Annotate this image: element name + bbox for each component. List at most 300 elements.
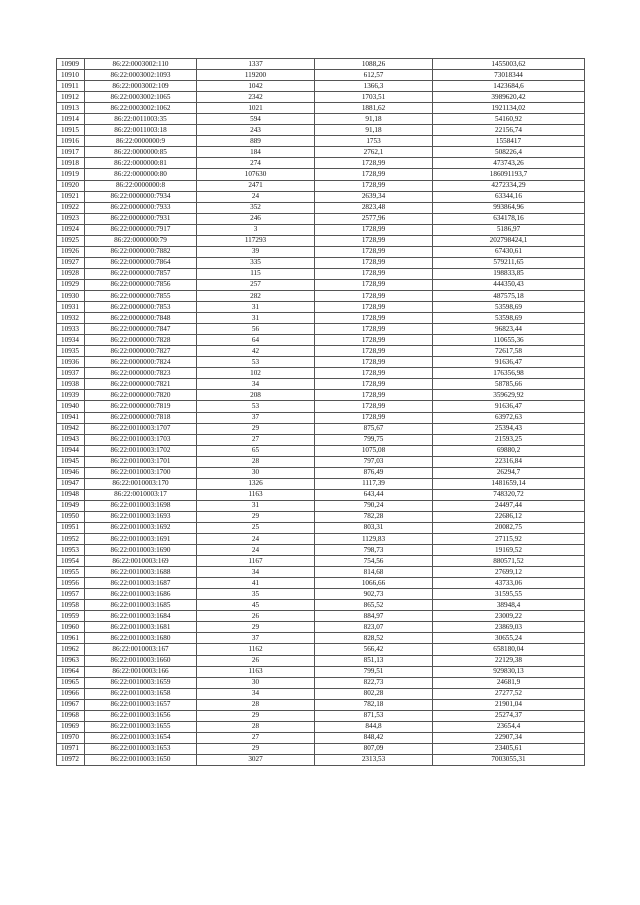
row-number-cell: 10968 [57,710,85,721]
unit-value-cell: 1728,99 [315,379,433,390]
cadastral-number-cell: 86:22:0000000:85 [85,147,197,158]
unit-value-cell: 2577,96 [315,213,433,224]
cadastral-number-cell: 86:22:0003002:110 [85,59,197,70]
cadastral-number-cell: 86:22:0000000:7857 [85,268,197,279]
area-cell: 28 [197,699,315,710]
cadastral-number-cell: 86:22:0000000:7823 [85,368,197,379]
table-row [57,478,585,489]
table-row [57,688,585,699]
area-cell: 352 [197,202,315,213]
area-cell: 29 [197,622,315,633]
table-row [57,732,585,743]
unit-value-cell: 1728,99 [315,324,433,335]
cadastral-number-cell: 86:22:0000000:7882 [85,246,197,257]
row-number-cell: 10922 [57,202,85,213]
row-number-cell: 10942 [57,423,85,434]
cadastral-number-cell: 86:22:0010003:1653 [85,743,197,754]
area-cell: 1326 [197,478,315,489]
row-number-cell: 10958 [57,600,85,611]
row-number-cell: 10909 [57,59,85,70]
total-value-cell: 929830,13 [433,666,585,677]
table-row [57,324,585,335]
table-row [57,346,585,357]
unit-value-cell: 1117,39 [315,478,433,489]
area-cell: 31 [197,500,315,511]
unit-value-cell: 1728,99 [315,169,433,180]
area-cell: 1021 [197,103,315,114]
unit-value-cell: 1075,08 [315,445,433,456]
total-value-cell: 23009,22 [433,611,585,622]
total-value-cell: 27115,92 [433,534,585,545]
total-value-cell: 202798424,1 [433,235,585,246]
table-row [57,246,585,257]
unit-value-cell: 822,73 [315,677,433,688]
unit-value-cell: 1881,62 [315,103,433,114]
unit-value-cell: 2313,53 [315,754,433,765]
unit-value-cell: 1088,26 [315,59,433,70]
table-row [57,357,585,368]
cadastral-number-cell: 86:22:0003002:1062 [85,103,197,114]
row-number-cell: 10926 [57,246,85,257]
unit-value-cell: 848,42 [315,732,433,743]
area-cell: 208 [197,390,315,401]
row-number-cell: 10945 [57,456,85,467]
row-number-cell: 10934 [57,335,85,346]
table-row [57,578,585,589]
row-number-cell: 10963 [57,655,85,666]
table-row [57,302,585,313]
cadastral-number-cell: 86:22:0010003:1681 [85,622,197,633]
unit-value-cell: 1753 [315,136,433,147]
row-number-cell: 10960 [57,622,85,633]
total-value-cell: 91636,47 [433,357,585,368]
area-cell: 64 [197,335,315,346]
unit-value-cell: 1728,99 [315,412,433,423]
unit-value-cell: 1728,99 [315,279,433,290]
table-row [57,622,585,633]
cadastral-number-cell: 86:22:0010003:167 [85,644,197,655]
area-cell: 53 [197,401,315,412]
total-value-cell: 359629,92 [433,390,585,401]
row-number-cell: 10967 [57,699,85,710]
table-row [57,644,585,655]
area-cell: 39 [197,246,315,257]
table-row [57,213,585,224]
unit-value-cell: 91,18 [315,114,433,125]
unit-value-cell: 1728,99 [315,390,433,401]
unit-value-cell: 790,24 [315,500,433,511]
total-value-cell: 91636,47 [433,401,585,412]
area-cell: 29 [197,743,315,754]
unit-value-cell: 1728,99 [315,246,433,257]
area-cell: 594 [197,114,315,125]
unit-value-cell: 1129,83 [315,534,433,545]
total-value-cell: 22686,12 [433,511,585,522]
row-number-cell: 10931 [57,302,85,313]
area-cell: 28 [197,721,315,732]
cadastral-number-cell: 86:22:0003002:1065 [85,92,197,103]
unit-value-cell: 782,28 [315,511,433,522]
row-number-cell: 10966 [57,688,85,699]
unit-value-cell: 754,56 [315,556,433,567]
cadastral-number-cell: 86:22:0000000:7856 [85,279,197,290]
table-row [57,59,585,70]
row-number-cell: 10961 [57,633,85,644]
total-value-cell: 3989620,42 [433,92,585,103]
row-number-cell: 10940 [57,401,85,412]
unit-value-cell: 1728,99 [315,290,433,301]
total-value-cell: 176356,98 [433,368,585,379]
area-cell: 27 [197,434,315,445]
area-cell: 3 [197,224,315,235]
total-value-cell: 22907,34 [433,732,585,743]
total-value-cell: 25274,37 [433,710,585,721]
unit-value-cell: 851,13 [315,655,433,666]
cadastral-number-cell: 86:22:0010003:170 [85,478,197,489]
table-row [57,434,585,445]
unit-value-cell: 91,18 [315,125,433,136]
unit-value-cell: 803,31 [315,522,433,533]
area-cell: 31 [197,302,315,313]
area-cell: 1163 [197,489,315,500]
unit-value-cell: 2823,48 [315,202,433,213]
cadastral-number-cell: 86:22:0010003:1656 [85,710,197,721]
cadastral-number-cell: 86:22:0010003:1659 [85,677,197,688]
row-number-cell: 10971 [57,743,85,754]
area-cell: 184 [197,147,315,158]
unit-value-cell: 1728,99 [315,180,433,191]
cadastral-number-cell: 86:22:0000000:7827 [85,346,197,357]
table-row [57,743,585,754]
cadastral-number-cell: 86:22:0000000:7917 [85,224,197,235]
cadastral-number-cell: 86:22:0010003:1655 [85,721,197,732]
table-row [57,180,585,191]
cadastral-number-cell: 86:22:0000000:9 [85,136,197,147]
area-cell: 56 [197,324,315,335]
unit-value-cell: 865,52 [315,600,433,611]
row-number-cell: 10947 [57,478,85,489]
area-cell: 41 [197,578,315,589]
table-row [57,114,585,125]
cadastral-number-cell: 86:22:0010003:1657 [85,699,197,710]
row-number-cell: 10914 [57,114,85,125]
unit-value-cell: 884,97 [315,611,433,622]
total-value-cell: 110655,36 [433,335,585,346]
unit-value-cell: 643,44 [315,489,433,500]
table-row [57,290,585,301]
row-number-cell: 10930 [57,290,85,301]
table-row [57,379,585,390]
row-number-cell: 10919 [57,169,85,180]
cadastral-number-cell: 86:22:0010003:1703 [85,434,197,445]
area-cell: 24 [197,534,315,545]
table-row [57,191,585,202]
total-value-cell: 22316,84 [433,456,585,467]
table-row [57,721,585,732]
total-value-cell: 20082,75 [433,522,585,533]
unit-value-cell: 1728,99 [315,235,433,246]
row-number-cell: 10921 [57,191,85,202]
total-value-cell: 24497,44 [433,500,585,511]
total-value-cell: 31595,55 [433,589,585,600]
cadastral-number-cell: 86:22:0010003:1701 [85,456,197,467]
cadastral-number-cell: 86:22:0010003:1684 [85,611,197,622]
total-value-cell: 58785,66 [433,379,585,390]
unit-value-cell: 844,8 [315,721,433,732]
unit-value-cell: 612,57 [315,70,433,81]
area-cell: 37 [197,412,315,423]
table-row [57,279,585,290]
area-cell: 26 [197,611,315,622]
cadastral-number-cell: 86:22:0010003:1650 [85,754,197,765]
area-cell: 42 [197,346,315,357]
row-number-cell: 10953 [57,545,85,556]
area-cell: 115 [197,268,315,279]
row-number-cell: 10910 [57,70,85,81]
total-value-cell: 23405,61 [433,743,585,754]
cadastral-number-cell: 86:22:0010003:17 [85,489,197,500]
area-cell: 1162 [197,644,315,655]
total-value-cell: 72617,58 [433,346,585,357]
area-cell: 28 [197,456,315,467]
cadastral-number-cell: 86:22:0003002:1093 [85,70,197,81]
row-number-cell: 10927 [57,257,85,268]
cadastral-number-cell: 86:22:0010003:1702 [85,445,197,456]
total-value-cell: 1921134,02 [433,103,585,114]
table-row [57,534,585,545]
area-cell: 257 [197,279,315,290]
cadastral-number-cell: 86:22:0000000:7864 [85,257,197,268]
row-number-cell: 10925 [57,235,85,246]
table-row [57,710,585,721]
table-body [57,59,585,766]
table-row [57,412,585,423]
total-value-cell: 21593,25 [433,434,585,445]
area-cell: 26 [197,655,315,666]
unit-value-cell: 2639,34 [315,191,433,202]
total-value-cell: 579211,65 [433,257,585,268]
table-row [57,500,585,511]
area-cell: 246 [197,213,315,224]
cadastral-number-cell: 86:22:0000000:7824 [85,357,197,368]
cadastral-number-cell: 86:22:0000000:7934 [85,191,197,202]
cadastral-number-cell: 86:22:0000000:7820 [85,390,197,401]
row-number-cell: 10959 [57,611,85,622]
cadastral-number-cell: 86:22:0010003:1680 [85,633,197,644]
unit-value-cell: 1728,99 [315,268,433,279]
area-cell: 1042 [197,81,315,92]
total-value-cell: 4272334,29 [433,180,585,191]
row-number-cell: 10929 [57,279,85,290]
table-row [57,600,585,611]
unit-value-cell: 797,03 [315,456,433,467]
row-number-cell: 10938 [57,379,85,390]
row-number-cell: 10970 [57,732,85,743]
table-row [57,368,585,379]
row-number-cell: 10917 [57,147,85,158]
cadastral-number-cell: 86:22:0010003:1658 [85,688,197,699]
area-cell: 24 [197,545,315,556]
area-cell: 31 [197,313,315,324]
unit-value-cell: 1728,99 [315,257,433,268]
table-row [57,136,585,147]
cadastral-number-cell: 86:22:0000000:7828 [85,335,197,346]
total-value-cell: 21901,04 [433,699,585,710]
cadastral-number-cell: 86:22:0010003:1688 [85,567,197,578]
table-row [57,677,585,688]
document-page [56,58,584,766]
total-value-cell: 186091193,7 [433,169,585,180]
area-cell: 1167 [197,556,315,567]
cadastral-number-cell: 86:22:0000000:8 [85,180,197,191]
cadastral-number-cell: 86:22:0011003:18 [85,125,197,136]
total-value-cell: 53598,69 [433,313,585,324]
area-cell: 29 [197,511,315,522]
total-value-cell: 73018344 [433,70,585,81]
table-row [57,522,585,533]
total-value-cell: 63344,16 [433,191,585,202]
unit-value-cell: 1728,99 [315,357,433,368]
cadastral-number-cell: 86:22:0010003:1700 [85,467,197,478]
total-value-cell: 25394,43 [433,423,585,434]
total-value-cell: 23869,03 [433,622,585,633]
row-number-cell: 10918 [57,158,85,169]
area-cell: 24 [197,191,315,202]
area-cell: 2342 [197,92,315,103]
area-cell: 45 [197,600,315,611]
total-value-cell: 5186,97 [433,224,585,235]
table-row [57,445,585,456]
unit-value-cell: 566,42 [315,644,433,655]
total-value-cell: 53598,69 [433,302,585,313]
cadastral-number-cell: 86:22:0000000:80 [85,169,197,180]
total-value-cell: 658180,04 [433,644,585,655]
table-row [57,489,585,500]
row-number-cell: 10948 [57,489,85,500]
total-value-cell: 508226,4 [433,147,585,158]
table-row [57,467,585,478]
total-value-cell: 69880,2 [433,445,585,456]
row-number-cell: 10955 [57,567,85,578]
unit-value-cell: 802,28 [315,688,433,699]
row-number-cell: 10911 [57,81,85,92]
total-value-cell: 1455003,62 [433,59,585,70]
area-cell: 107630 [197,169,315,180]
table-row [57,390,585,401]
table-row [57,70,585,81]
area-cell: 1337 [197,59,315,70]
area-cell: 29 [197,710,315,721]
row-number-cell: 10933 [57,324,85,335]
cadastral-value-table [56,58,585,766]
unit-value-cell: 876,49 [315,467,433,478]
area-cell: 2471 [197,180,315,191]
table-row [57,224,585,235]
row-number-cell: 10964 [57,666,85,677]
total-value-cell: 880571,52 [433,556,585,567]
row-number-cell: 10924 [57,224,85,235]
row-number-cell: 10965 [57,677,85,688]
row-number-cell: 10939 [57,390,85,401]
unit-value-cell: 1728,99 [315,302,433,313]
area-cell: 34 [197,688,315,699]
table-row [57,268,585,279]
table-row [57,401,585,412]
area-cell: 889 [197,136,315,147]
table-row [57,125,585,136]
cadastral-number-cell: 86:22:0010003:1690 [85,545,197,556]
area-cell: 29 [197,423,315,434]
cadastral-number-cell: 86:22:0000000:7848 [85,313,197,324]
area-cell: 34 [197,379,315,390]
unit-value-cell: 1703,51 [315,92,433,103]
area-cell: 274 [197,158,315,169]
row-number-cell: 10923 [57,213,85,224]
area-cell: 30 [197,467,315,478]
row-number-cell: 10920 [57,180,85,191]
total-value-cell: 993864,96 [433,202,585,213]
table-row [57,313,585,324]
table-row [57,666,585,677]
cadastral-number-cell: 86:22:0000000:7819 [85,401,197,412]
total-value-cell: 748320,72 [433,489,585,500]
cadastral-number-cell: 86:22:0010003:1698 [85,500,197,511]
area-cell: 335 [197,257,315,268]
row-number-cell: 10969 [57,721,85,732]
unit-value-cell: 798,73 [315,545,433,556]
unit-value-cell: 782,18 [315,699,433,710]
unit-value-cell: 1728,99 [315,224,433,235]
row-number-cell: 10937 [57,368,85,379]
area-cell: 3027 [197,754,315,765]
row-number-cell: 10954 [57,556,85,567]
cadastral-number-cell: 86:22:0011003:35 [85,114,197,125]
area-cell: 65 [197,445,315,456]
table-row [57,754,585,765]
total-value-cell: 634178,16 [433,213,585,224]
total-value-cell: 7003055,31 [433,754,585,765]
row-number-cell: 10932 [57,313,85,324]
total-value-cell: 43733,06 [433,578,585,589]
unit-value-cell: 1728,99 [315,158,433,169]
total-value-cell: 67430,61 [433,246,585,257]
unit-value-cell: 1728,99 [315,368,433,379]
unit-value-cell: 1066,66 [315,578,433,589]
row-number-cell: 10941 [57,412,85,423]
cadastral-number-cell: 86:22:0010003:1660 [85,655,197,666]
table-row [57,589,585,600]
unit-value-cell: 814,68 [315,567,433,578]
table-row [57,169,585,180]
cadastral-number-cell: 86:22:0003002:109 [85,81,197,92]
row-number-cell: 10915 [57,125,85,136]
total-value-cell: 22129,38 [433,655,585,666]
area-cell: 102 [197,368,315,379]
unit-value-cell: 1728,99 [315,346,433,357]
total-value-cell: 27699,12 [433,567,585,578]
row-number-cell: 10913 [57,103,85,114]
cadastral-number-cell: 86:22:0010003:1685 [85,600,197,611]
row-number-cell: 10957 [57,589,85,600]
unit-value-cell: 1728,99 [315,335,433,346]
unit-value-cell: 823,07 [315,622,433,633]
total-value-cell: 26294,7 [433,467,585,478]
row-number-cell: 10935 [57,346,85,357]
row-number-cell: 10916 [57,136,85,147]
total-value-cell: 54160,92 [433,114,585,125]
area-cell: 27 [197,732,315,743]
cadastral-number-cell: 86:22:0000000:7821 [85,379,197,390]
